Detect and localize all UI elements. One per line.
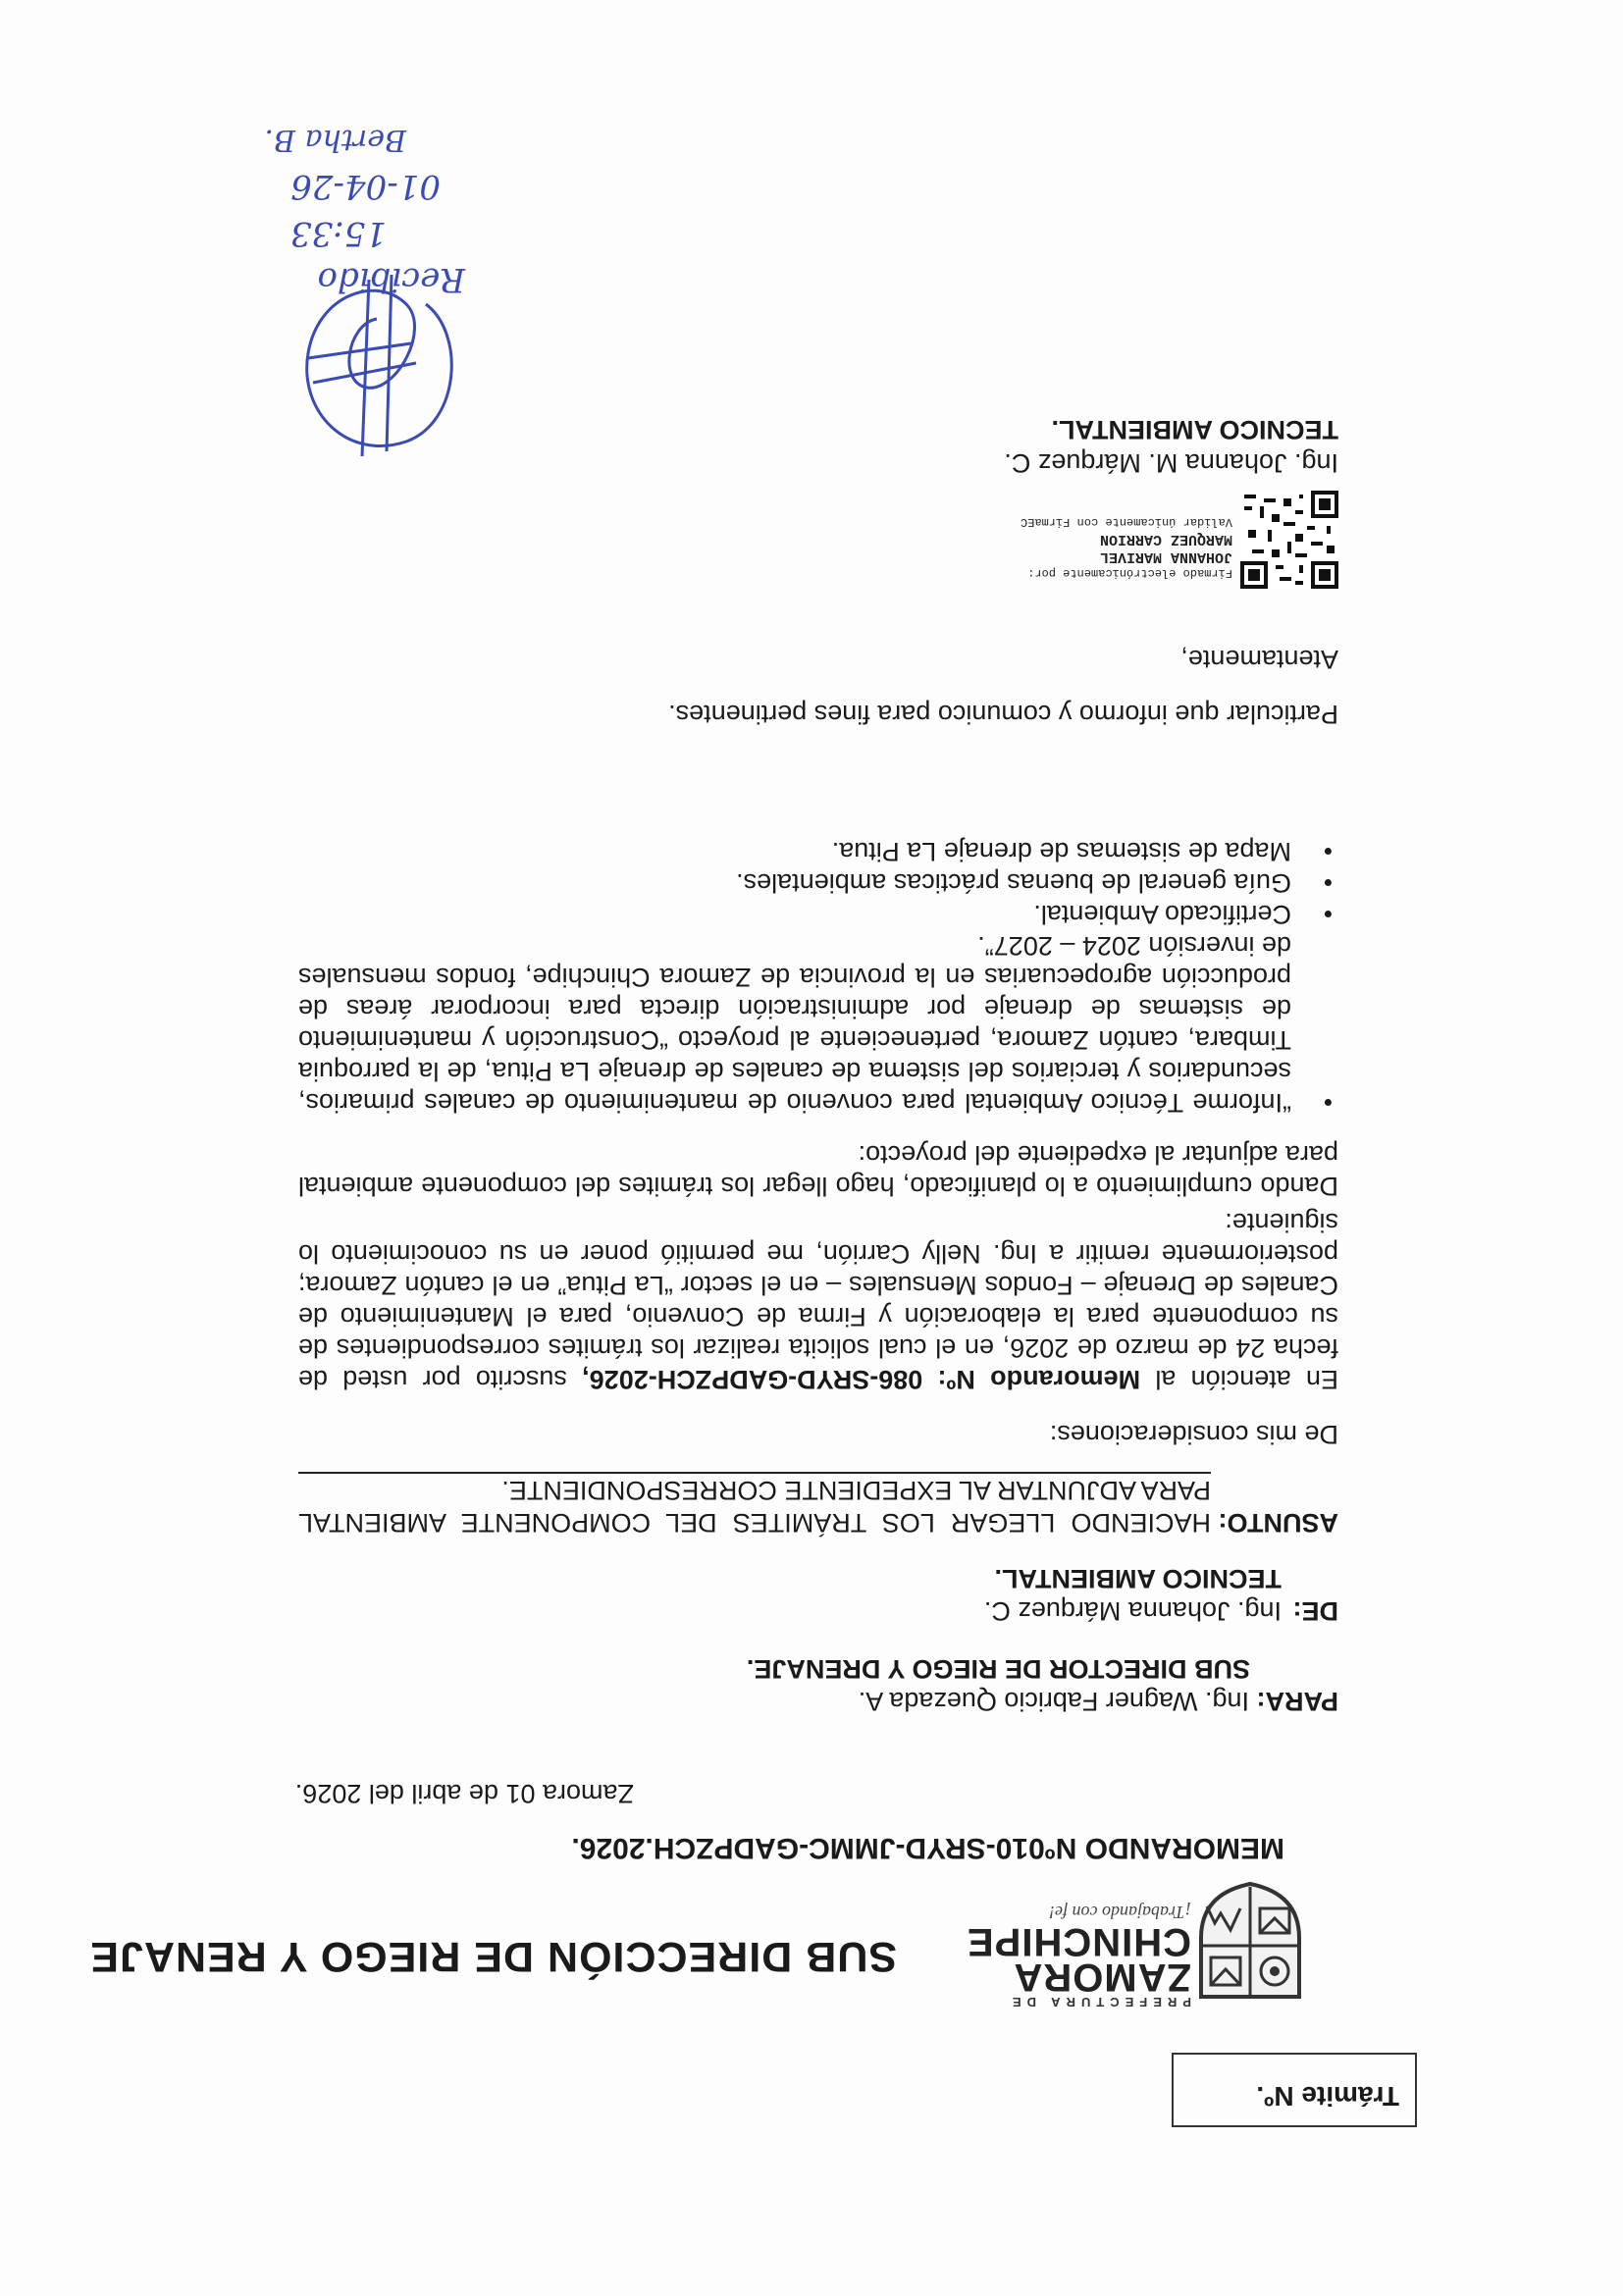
department-title: SUB DIRECCIÓN DE RIEGO Y RENAJE [89,1933,897,1980]
logo-zamora: ZAMORA [1013,1956,1191,1999]
e-sign-caption: Firmado electrónicamente por: [1027,566,1232,580]
regards: Atentamente, [1180,645,1338,674]
p1-rest: suscrito por usted de fecha 24 de marzo de 2026, en el cual solicita realizar los trámites correspondientes de su componente para la elaboración y Firma de Convenio, para el Mantenimiento de Canales de Drenaje – Fondos Mensuales – en el sector “La Pitua” en el cantón Zamora; posteriormente remitir a Ing. Nelly Carrión, me permitió poner en su conocimiento lo siguiente: [297,1208,1338,1394]
para-title: SUB DIRECTOR DE RIEGO Y DRENAJE. [746,1654,1250,1684]
asunto-text: HACIENDO LLEGAR LOS TRÁMITES DEL COMPONENTE AMBIENTAL PARA ADJUNTAR AL EXPEDIENTE CORRESPONDIENTE. [298,1476,1211,1538]
closing-line: Particular que informo y comunico para fines pertinentes. [668,700,1338,729]
received-date: 01-04-26 [290,167,441,206]
e-sign-name-1: JOHANNA MARIVEL [1099,548,1232,565]
electronic-signature [1021,514,1232,581]
e-sign-validate: Validar únicamente con FirmaEC [1020,515,1232,529]
tramite-label: Trámite Nº. [1256,2081,1399,2112]
paragraph-2: Dando cumplimiento a lo planificado, hago llegar los trámites del componente ambiental para adjuntar al expediente del proyecto: [298,1140,1338,1201]
received-initials: Bertha B. [264,123,406,157]
para-label: PARA: [1256,1687,1338,1716]
de-label: DE: [1292,1596,1338,1626]
de-block [455,1562,1338,1627]
signer-name: Ing. Johanna M. Márquez C. [1004,448,1338,478]
greeting: De mis consideraciones: [1049,1420,1338,1449]
logo-small-text: PREFECTURA DE [1006,1995,1191,2009]
p1-intro: En atención al [1140,1365,1338,1394]
memo-date: Zamora 01 de abril del 2026. [294,1779,634,1808]
list-item: • Guía general de buenas prácticas ambientales. [298,867,1338,899]
logo-slogan: ¡Trabajando con fe! [1048,1903,1191,1922]
p1-memo-ref: Nº: 086-SRYD-GADPZCH-2026, [582,1365,991,1394]
para-block [455,1652,1338,1717]
list-item: • “Informe Técnico Ambiental para convenio de mantenimiento de canales primarios, secundarios y terciarios del sistema de canales de drenaje La Pitua, de la parroquia Timbara, cantón Zamora, perteneciente al proyecto “Construcción y mantenimiento de sistemas de drenaje por administración directa para incorporar áreas de producción agropecuarias en la provincia de Zamora Chinchipe, fondos mensuales de inversión 2024 – 2027”. [298,930,1338,1119]
received-time: 15:33 [290,214,387,253]
signer-title: TECNICO AMBIENTAL. [1051,415,1338,444]
prefectura-logo-icon [1191,1879,1309,2007]
logo-chinchipe: CHINCHIPE [966,1920,1191,1963]
paragraph-1 [298,1207,1338,1395]
received-label: Recibido [317,260,465,299]
para-name: Ing. Wagner Fabricio Quezada A. [858,1687,1249,1716]
tramite-box [1172,2053,1417,2127]
e-sign-name-2: MARQUEZ CARRION [1099,531,1232,548]
list-item: • Mapa de sistemas de drenaje La Pitua. [298,836,1338,867]
attachment-list [298,836,1338,1119]
qr-code-icon [1240,491,1338,589]
asunto-rule [298,1472,1211,1474]
asunto-label: ASUNTO: [1218,1508,1338,1538]
memo-number: MEMORANDO Nº010-SRYD-JMMC-GADPZCH.2026. [571,1832,1284,1864]
p1-memo-word: Memorando [990,1365,1141,1394]
de-name: Ing. Johanna Márquez C. [983,1596,1282,1626]
logo-text [967,1902,1191,2009]
list-item: • Certificado Ambiental. [298,899,1338,930]
asunto-block [298,1474,1338,1539]
de-title: TECNICO AMBIENTAL. [994,1564,1282,1593]
